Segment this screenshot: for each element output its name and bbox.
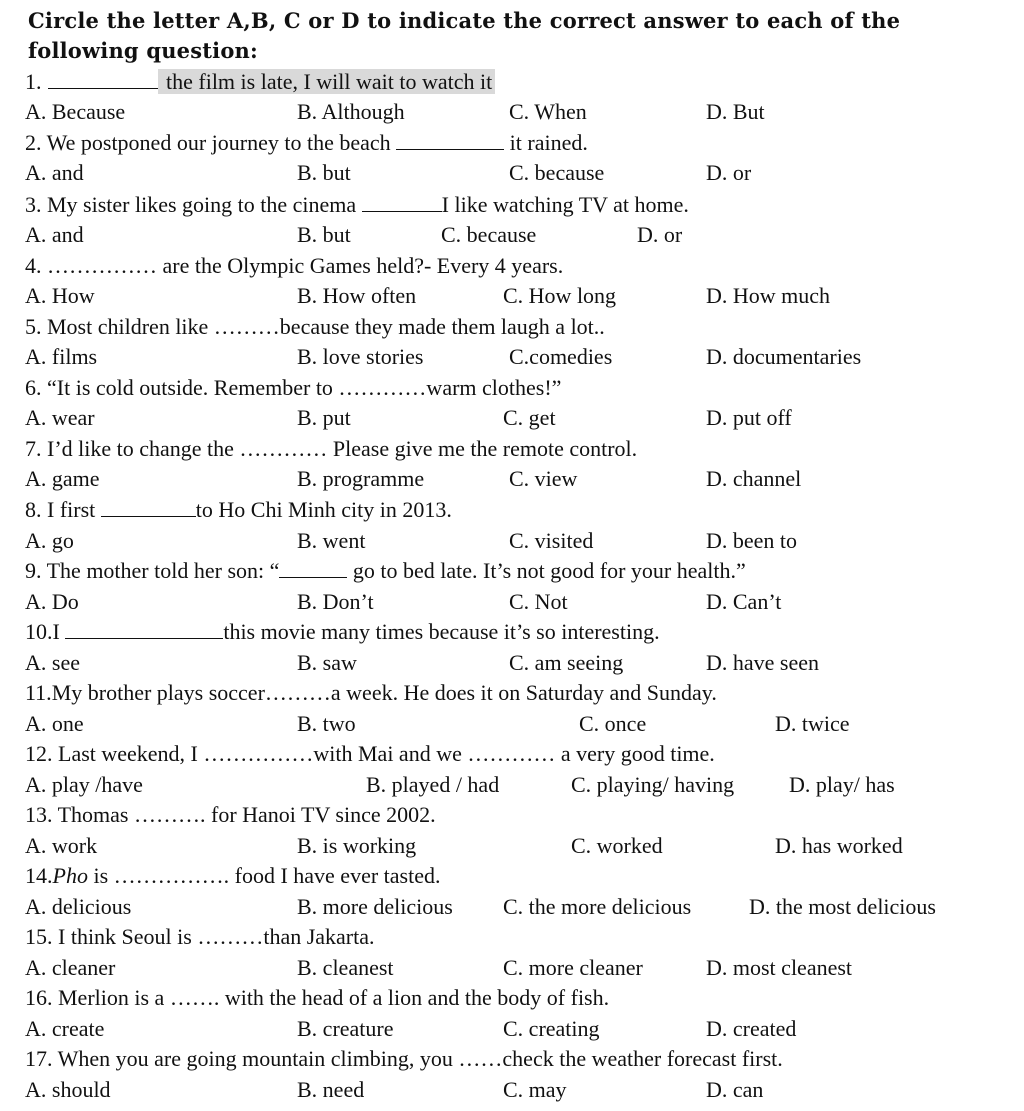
option-b[interactable]: B. but bbox=[297, 222, 351, 247]
question-10 bbox=[25, 618, 660, 646]
question-text: The mother told her son: “ bbox=[46, 558, 280, 583]
answer-blank bbox=[48, 70, 158, 89]
question-text: Last weekend, I ……………with Mai and we ………… a very good time. bbox=[58, 741, 715, 766]
question-number: 12. bbox=[25, 741, 53, 766]
question-12 bbox=[25, 740, 715, 768]
option-c[interactable]: C. view bbox=[509, 466, 578, 491]
option-b[interactable]: B. put bbox=[297, 405, 351, 430]
question-6 bbox=[25, 374, 561, 402]
option-a[interactable]: A. How bbox=[25, 283, 95, 308]
option-d[interactable]: D. But bbox=[706, 99, 765, 124]
option-c[interactable]: C. get bbox=[503, 405, 556, 430]
option-c[interactable]: C. am seeing bbox=[509, 650, 624, 675]
option-b[interactable]: B. saw bbox=[297, 650, 357, 675]
option-a[interactable]: A. Do bbox=[25, 589, 79, 614]
question-text: Thomas ………. for Hanoi TV since 2002. bbox=[57, 802, 436, 827]
option-a[interactable]: A. work bbox=[25, 833, 98, 858]
question-11 bbox=[25, 679, 717, 707]
option-b[interactable]: B. Although bbox=[297, 99, 405, 124]
question-4 bbox=[25, 252, 563, 280]
question-number: 10. bbox=[25, 619, 53, 644]
option-b[interactable]: B. two bbox=[297, 711, 356, 736]
option-a[interactable]: A. wear bbox=[25, 405, 95, 430]
question-text: I first bbox=[47, 497, 101, 522]
option-c[interactable]: C. visited bbox=[509, 528, 594, 553]
question-number: 15. bbox=[25, 924, 53, 949]
option-c[interactable]: C. once bbox=[579, 711, 647, 736]
question-number: 4. bbox=[25, 253, 42, 278]
option-a[interactable]: A. see bbox=[25, 650, 80, 675]
option-a[interactable]: A. Because bbox=[25, 99, 126, 124]
question-text-end: this movie many times because it’s so interesting. bbox=[223, 619, 660, 644]
question-text: I bbox=[52, 619, 66, 644]
question-17 bbox=[25, 1045, 783, 1073]
question-number: 13. bbox=[25, 802, 53, 827]
question-text: “It is cold outside. Remember to …………warm clothes!” bbox=[47, 375, 562, 400]
option-a[interactable]: A. one bbox=[25, 711, 84, 736]
option-b[interactable]: B. need bbox=[297, 1077, 365, 1102]
question-7 bbox=[25, 435, 637, 463]
option-d[interactable]: D. been to bbox=[706, 528, 798, 553]
option-c[interactable]: C. may bbox=[503, 1077, 567, 1102]
option-d[interactable]: D. put off bbox=[706, 405, 792, 430]
option-d[interactable]: D. channel bbox=[706, 466, 802, 491]
option-a[interactable]: A. play /have bbox=[25, 772, 143, 797]
option-d[interactable]: D. created bbox=[706, 1016, 797, 1041]
option-c[interactable]: C. playing/ having bbox=[571, 772, 735, 797]
question-text-end: go to bed late. It’s not good for your health.” bbox=[347, 558, 746, 583]
option-c[interactable]: C.comedies bbox=[509, 344, 613, 369]
question-8 bbox=[25, 496, 452, 524]
question-number: 9. bbox=[25, 558, 42, 583]
option-c[interactable]: C. creating bbox=[503, 1016, 600, 1041]
option-c[interactable]: C. How long bbox=[503, 283, 617, 308]
option-b[interactable]: B. programme bbox=[297, 466, 425, 491]
question-text: is ……………. food I have ever tasted. bbox=[87, 863, 441, 888]
question-number: 17. bbox=[25, 1046, 53, 1071]
option-b[interactable]: B. more delicious bbox=[297, 894, 453, 919]
option-b[interactable]: B. Don’t bbox=[297, 589, 374, 614]
option-d[interactable]: D. How much bbox=[706, 283, 831, 308]
option-b[interactable]: B. creature bbox=[297, 1016, 394, 1041]
option-d[interactable]: D. or bbox=[706, 160, 752, 185]
option-c[interactable]: C. more cleaner bbox=[503, 955, 643, 980]
question-number: 14. bbox=[25, 863, 53, 888]
question-text: Most children like ………because they made them laugh a lot.. bbox=[47, 314, 605, 339]
answer-blank bbox=[65, 620, 223, 639]
option-a[interactable]: A. game bbox=[25, 466, 100, 491]
question-text: …………… are the Olympic Games held?- Every 4 years. bbox=[47, 253, 564, 278]
option-a[interactable]: A. films bbox=[25, 344, 98, 369]
option-b[interactable]: B. but bbox=[297, 160, 351, 185]
question-text: When you are going mountain climbing, you ……check the weather forecast first. bbox=[57, 1046, 783, 1071]
option-d[interactable]: D. can bbox=[706, 1077, 764, 1102]
option-b[interactable]: B. is working bbox=[297, 833, 417, 858]
question-13 bbox=[25, 801, 436, 829]
option-a[interactable]: A. cleaner bbox=[25, 955, 116, 980]
question-2 bbox=[25, 129, 588, 157]
question-number: 5. bbox=[25, 314, 42, 339]
option-b[interactable]: B. went bbox=[297, 528, 366, 553]
option-c[interactable]: C. the more delicious bbox=[503, 894, 692, 919]
option-a[interactable]: A. should bbox=[25, 1077, 111, 1102]
option-d[interactable]: D. twice bbox=[775, 711, 850, 736]
option-c[interactable]: C. because bbox=[441, 222, 537, 247]
italic-word: Pho bbox=[52, 863, 88, 888]
question-16 bbox=[25, 984, 609, 1012]
answer-blank bbox=[362, 193, 442, 212]
question-9 bbox=[25, 557, 746, 585]
option-d[interactable]: D. has worked bbox=[775, 833, 903, 858]
question-number: 2. bbox=[25, 130, 42, 155]
option-b[interactable]: B. love stories bbox=[297, 344, 424, 369]
option-c[interactable]: C. worked bbox=[571, 833, 663, 858]
option-b[interactable]: B. played / had bbox=[366, 772, 500, 797]
option-c[interactable]: C. Not bbox=[509, 589, 568, 614]
question-number: 1. bbox=[25, 69, 42, 94]
question-text: Merlion is a ……. with the head of a lion and the body of fish. bbox=[58, 985, 610, 1010]
question-5 bbox=[25, 313, 605, 341]
question-number: 8. bbox=[25, 497, 42, 522]
option-a[interactable]: A. and bbox=[25, 160, 84, 185]
question-1 bbox=[25, 68, 495, 96]
question-number: 11. bbox=[25, 680, 52, 705]
option-d[interactable]: D. play/ has bbox=[789, 772, 895, 797]
option-d[interactable]: D. documentaries bbox=[706, 344, 862, 369]
question-text: I’d like to change the ………… Please give me the remote control. bbox=[47, 436, 638, 461]
option-b[interactable]: B. cleanest bbox=[297, 955, 394, 980]
question-text: My sister likes going to the cinema bbox=[47, 192, 362, 217]
option-a[interactable]: A. and bbox=[25, 222, 84, 247]
answer-blank bbox=[396, 131, 504, 150]
question-text: We postponed our journey to the beach bbox=[46, 130, 397, 155]
question-text-end: I like watching TV at home. bbox=[441, 192, 689, 217]
option-d[interactable]: D. have seen bbox=[706, 650, 820, 675]
instruction-heading: Circle the letter A,B, C or D to indicate the correct answer to each of the following question: bbox=[28, 8, 901, 63]
option-b[interactable]: B. How often bbox=[297, 283, 417, 308]
question-14 bbox=[25, 862, 440, 890]
question-text-end: to Ho Chi Minh city in 2013. bbox=[195, 497, 452, 522]
option-d[interactable]: D. or bbox=[637, 222, 683, 247]
question-15 bbox=[25, 923, 375, 951]
answer-blank bbox=[279, 559, 347, 578]
question-number: 6. bbox=[25, 375, 42, 400]
option-d[interactable]: D. most cleanest bbox=[706, 955, 853, 980]
option-c[interactable]: C. because bbox=[509, 160, 605, 185]
question-3 bbox=[25, 191, 689, 219]
option-d[interactable]: D. the most delicious bbox=[749, 894, 936, 919]
answer-blank bbox=[101, 498, 196, 517]
option-a[interactable]: A. create bbox=[25, 1016, 105, 1041]
highlighted-text: the film is late, I will wait to watch it bbox=[158, 69, 496, 94]
option-a[interactable]: A. go bbox=[25, 528, 74, 553]
option-d[interactable]: D. Can’t bbox=[706, 589, 782, 614]
question-text-end: it rained. bbox=[504, 130, 588, 155]
option-c[interactable]: C. When bbox=[509, 99, 587, 124]
question-number: 16. bbox=[25, 985, 53, 1010]
question-number: 3. bbox=[25, 192, 42, 217]
question-number: 7. bbox=[25, 436, 42, 461]
question-text: My brother plays soccer………a week. He does it on Saturday and Sunday. bbox=[51, 680, 717, 705]
option-a[interactable]: A. delicious bbox=[25, 894, 132, 919]
question-text: I think Seoul is ………than Jakarta. bbox=[58, 924, 375, 949]
